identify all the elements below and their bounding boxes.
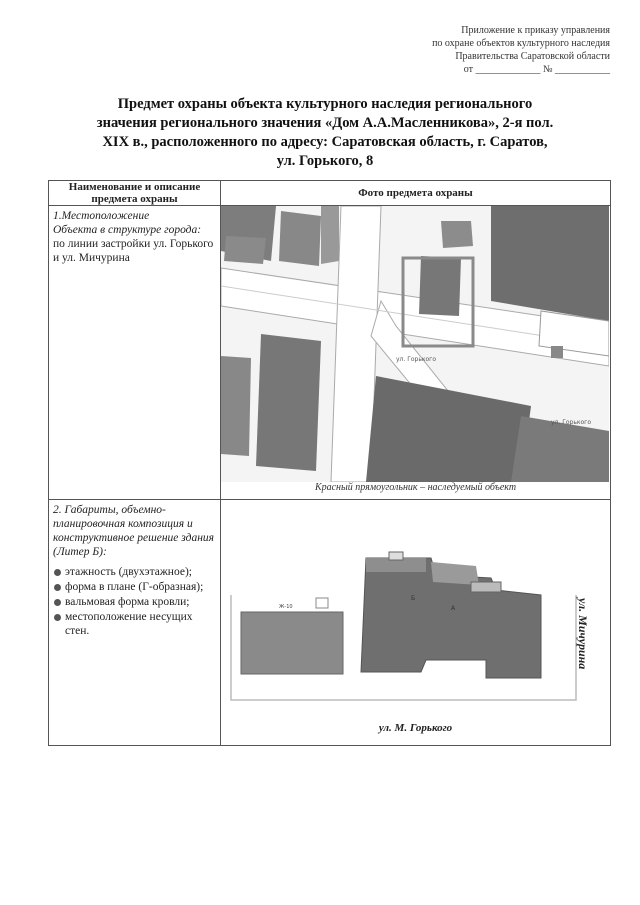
svg-text:ул. Горького: ул. Горького	[551, 419, 591, 426]
row1-subheading: Объекта в структуре города:	[53, 224, 202, 236]
header-line-1: Приложение к приказу управления	[461, 25, 610, 36]
row1-heading: 1.Местоположение	[53, 210, 150, 222]
site-plan	[221, 500, 609, 730]
document-title	[80, 95, 570, 171]
row2-description	[49, 500, 221, 746]
row1-description	[49, 206, 221, 500]
protection-table	[48, 180, 611, 746]
svg-text:Б: Б	[411, 595, 416, 602]
col2-header: Фото предмета охраны	[221, 181, 611, 206]
row1-photo	[221, 206, 611, 500]
row2-bullet-list	[53, 565, 216, 638]
col1-header: Наименование и описание предмета охраны	[49, 181, 221, 206]
list-item: форма в плане (Г-образная);	[53, 580, 216, 594]
title-line-4: ул. Горького, 8	[276, 153, 374, 169]
street-gorkogo-label: ул. М. Горького	[378, 722, 453, 734]
list-item: этажность (двухэтажное);	[53, 565, 216, 579]
title-line-1: Предмет охраны объекта культурного наследия регионального	[117, 96, 533, 112]
location-map	[221, 206, 609, 482]
title-line-3: XIX в., расположенного по адресу: Саратовская область, г. Саратов,	[102, 134, 548, 150]
table-row	[49, 206, 611, 500]
row2-heading: 2. Габариты, объемно-планировочная композиция и конструктивное решение здания (Литер Б):	[53, 504, 214, 558]
street-michurina-label: ул. Мичурина	[576, 598, 590, 670]
header-line-3: Правительства Саратовской области	[455, 51, 610, 62]
row2-photo	[221, 500, 611, 746]
document-header	[370, 24, 610, 76]
table-row	[49, 500, 611, 746]
list-item: местоположение несущих стен.	[53, 610, 216, 638]
title-line-2: значения регионального значения «Дом А.А.Масленникова», 2-я пол.	[96, 115, 554, 131]
svg-text:А: А	[451, 605, 456, 612]
list-item: вальмовая форма кровли;	[53, 595, 216, 609]
header-line-2: по охране объектов культурного наследия	[432, 38, 610, 49]
row1-text: по линии застройки ул. Горького и ул. Мичурина	[53, 238, 214, 264]
header-line-4: от _____________ № ___________	[463, 64, 610, 75]
row1-caption: Красный прямоугольник – наследуемый объект	[314, 482, 517, 493]
svg-text:ул. Горького: ул. Горького	[396, 356, 436, 363]
svg-text:Ж-10: Ж-10	[279, 604, 293, 610]
table-header-row	[49, 181, 611, 206]
